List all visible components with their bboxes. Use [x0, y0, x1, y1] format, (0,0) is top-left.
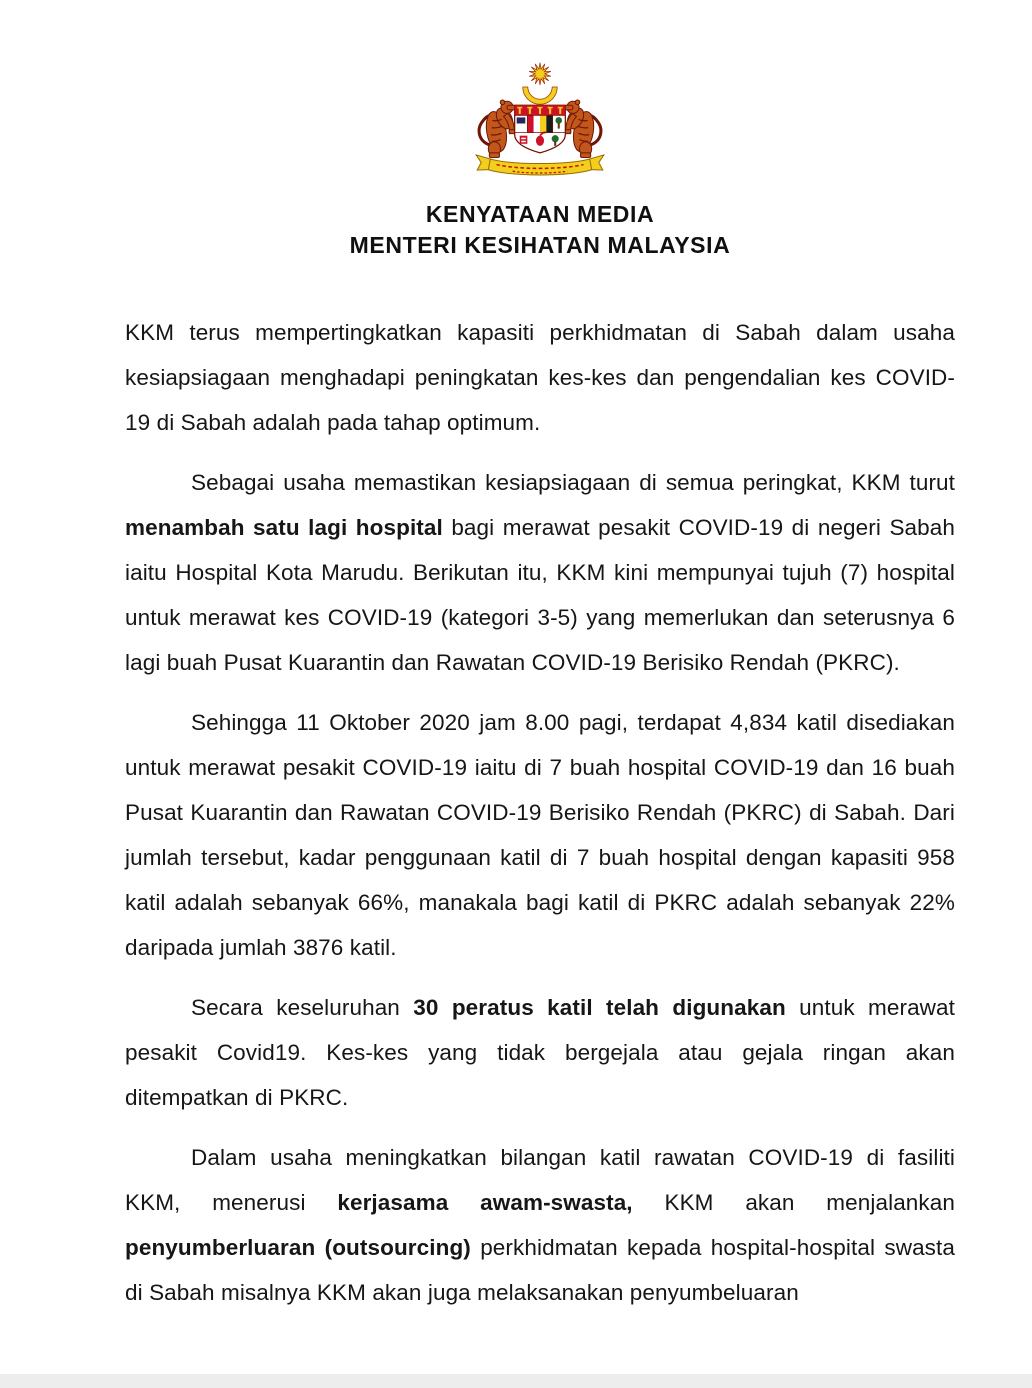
paragraph-run-bold: kerjasama awam-swasta,	[337, 1190, 633, 1215]
paragraph-run: KKM terus mempertingkatkan kapasiti perkhidmatan di Sabah dalam usaha kesiapsiagaan menghadapi peningkatan kes-kes dan pengendalian kes COVID-19 di Sabah adalah pada tahap optimum.	[125, 320, 955, 435]
paragraph	[125, 985, 955, 1120]
paragraph-run: untuk merawat pesakit Covid19. Kes-kes yang tidak bergejala atau gejala ringan akan ditempatkan di PKRC.	[125, 995, 955, 1110]
crest-star	[529, 63, 551, 85]
paragraph	[125, 460, 955, 685]
paragraph	[125, 310, 955, 445]
paragraph	[125, 1135, 955, 1315]
document-title-line1: KENYATAAN MEDIA	[425, 201, 655, 227]
paragraph-run: perkhidmatan kepada hospital-hospital swasta di Sabah misalnya KKM akan juga melaksanakan penyumbeluaran	[125, 1235, 955, 1305]
paragraph-run: Sebagai usaha memastikan kesiapsiagaan di semua peringkat, KKM turut	[191, 470, 955, 495]
document-body	[125, 310, 955, 1315]
malaysia-coat-of-arms-icon	[464, 58, 616, 186]
paragraph-run-bold: penyumberluaran (outsourcing)	[125, 1235, 471, 1260]
paragraph-run: Secara keseluruhan	[191, 995, 414, 1020]
crest-tiger-left	[479, 100, 517, 158]
paragraph-run-bold: menambah satu lagi hospital	[125, 515, 443, 540]
paragraph-run: Dalam usaha meningkatkan bilangan katil rawatan COVID-19 di fasiliti KKM, menerusi	[125, 1145, 955, 1215]
paragraph-run: Sehingga 11 Oktober 2020 jam 8.00 pagi, terdapat 4,834 katil disediakan untuk merawat pesakit COVID-19 iaitu di 7 buah hospital COVID-19 dan 16 buah Pusat Kuarantin dan Rawatan COVID-19 Berisiko Rendah (PKRC) di Sabah. Dari jumlah tersebut, kadar penggunaan katil di 7 buah hospital dengan kapasiti 958 katil adalah sebanyak 66%, manakala bagi katil di PKRC adalah sebanyak 22% daripada jumlah 3876 katil.	[125, 710, 955, 960]
paragraph-run: KKM akan menjalankan	[632, 1190, 955, 1215]
paragraph-run: bagi merawat pesakit COVID-19 di negeri Sabah iaitu Hospital Kota Marudu. Berikutan itu, KKM kini mempunyai tujuh (7) hospital untuk merawat kes COVID-19 (kategori 3-5) yang memerlukan dan seterusnya 6 lagi buah Pusat Kuarantin dan Rawatan COVID-19 Berisiko Rendah (PKRC).	[125, 515, 956, 675]
crest-shield	[515, 105, 566, 153]
masthead	[125, 58, 955, 261]
viewer-bottom-bar	[0, 1374, 1032, 1388]
paragraph	[125, 700, 955, 970]
crest-tiger-right	[563, 100, 601, 158]
paragraph-run-bold: 30 peratus katil telah digunakan	[413, 995, 786, 1020]
document-title-line2: MENTERI KESIHATAN MALAYSIA	[349, 232, 731, 258]
document-title	[125, 199, 955, 261]
